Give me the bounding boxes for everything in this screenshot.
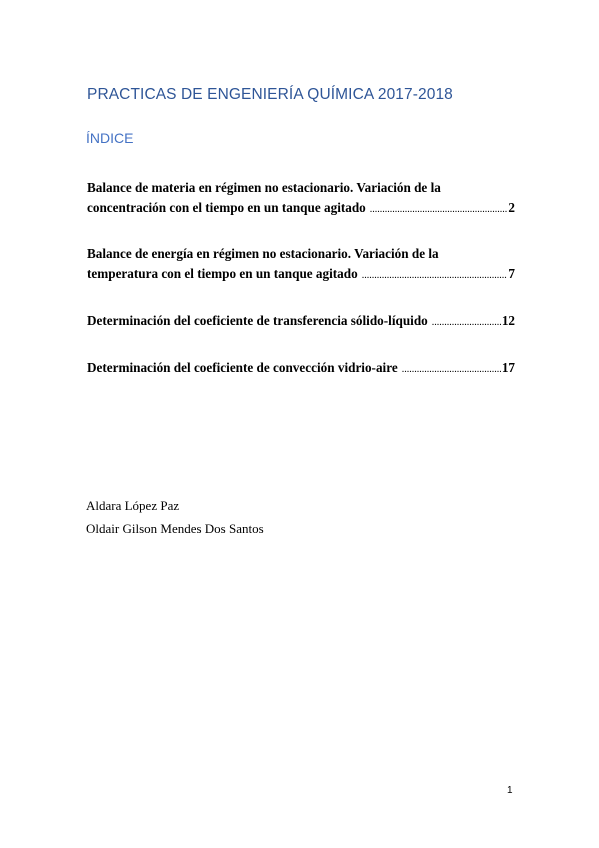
- author-list: [86, 494, 264, 540]
- toc-page-number: 7: [508, 266, 515, 281]
- toc-dot-leader: [432, 311, 501, 333]
- toc-entry-mass-balance[interactable]: [87, 178, 515, 220]
- page-number: 1: [507, 785, 513, 796]
- document-title: PRACTICAS DE ENGENIERÍA QUÍMICA 2017-2018: [87, 86, 453, 103]
- index-heading: ÍNDICE: [86, 130, 134, 146]
- toc-dot-leader: [370, 198, 508, 220]
- toc-page-number: 12: [501, 313, 515, 328]
- toc-page-number: 2: [508, 200, 515, 215]
- table-of-contents: [87, 178, 515, 380]
- toc-entry-title-line1: Balance de energía en régimen no estacionario. Variación de la: [87, 246, 439, 261]
- toc-entry-glass-air-convection[interactable]: [87, 358, 515, 380]
- toc-entry-title-line1: Balance de materia en régimen no estacionario. Variación de la: [87, 180, 441, 195]
- author-name: Aldara López Paz: [86, 498, 180, 513]
- author-name: Oldair Gilson Mendes Dos Santos: [86, 521, 264, 536]
- toc-entry-energy-balance[interactable]: [87, 244, 515, 286]
- toc-entry-title: Determinación del coeficiente de convección vidrio-aire: [87, 360, 398, 375]
- toc-dot-leader: [402, 358, 501, 380]
- toc-entry-title-line2: temperatura con el tiempo en un tanque agitado: [87, 266, 358, 281]
- toc-page-number: 17: [501, 360, 515, 375]
- toc-entry-title-line2: concentración con el tiempo en un tanque agitado: [87, 200, 366, 215]
- toc-dot-leader: [362, 264, 508, 286]
- toc-entry-title: Determinación del coeficiente de transferencia sólido-líquido: [87, 313, 428, 328]
- toc-entry-solid-liquid-transfer[interactable]: [87, 311, 515, 333]
